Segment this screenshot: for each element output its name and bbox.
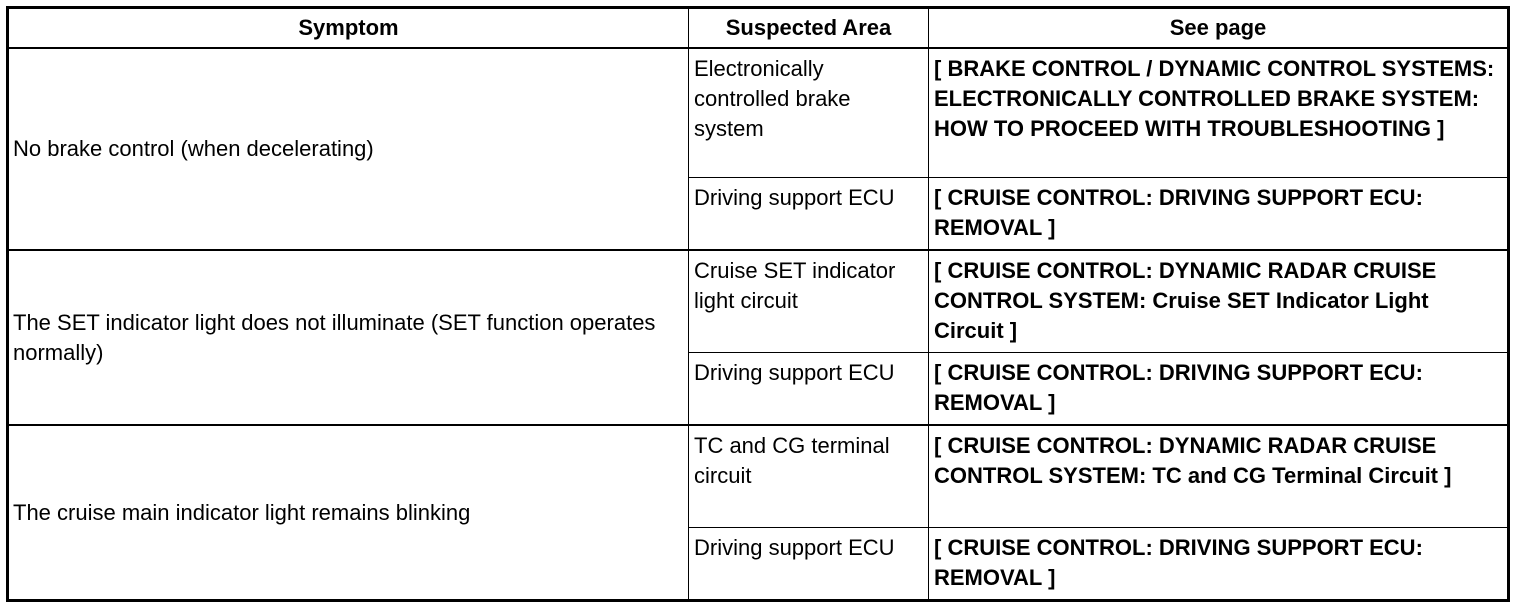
see-page-link[interactable]: [ CRUISE CONTROL: DRIVING SUPPORT ECU: REMOVAL ]	[929, 528, 1509, 601]
suspected-area-cell: Cruise SET indicator light circuit	[689, 250, 929, 353]
header-suspected-area: Suspected Area	[689, 8, 929, 49]
symptom-cell: The SET indicator light does not illuminate (SET function operates normally)	[8, 250, 689, 425]
suspected-area-cell: Driving support ECU	[689, 178, 929, 251]
see-page-link[interactable]: [ CRUISE CONTROL: DYNAMIC RADAR CRUISE CONTROL SYSTEM: TC and CG Terminal Circuit ]	[929, 425, 1509, 528]
suspected-area-cell: Electronically controlled brake system	[689, 48, 929, 178]
symptom-cell: The cruise main indicator light remains blinking	[8, 425, 689, 601]
troubleshooting-table	[6, 6, 1510, 602]
symptom-cell: No brake control (when decelerating)	[8, 48, 689, 250]
see-page-link[interactable]: [ CRUISE CONTROL: DYNAMIC RADAR CRUISE CONTROL SYSTEM: Cruise SET Indicator Light Circuit ]	[929, 250, 1509, 353]
table-row	[8, 425, 1509, 528]
table-row	[8, 250, 1509, 353]
header-row	[8, 8, 1509, 49]
suspected-area-cell: Driving support ECU	[689, 528, 929, 601]
suspected-area-cell: TC and CG terminal circuit	[689, 425, 929, 528]
see-page-link[interactable]: [ CRUISE CONTROL: DRIVING SUPPORT ECU: REMOVAL ]	[929, 353, 1509, 426]
suspected-area-cell: Driving support ECU	[689, 353, 929, 426]
table-row	[8, 48, 1509, 178]
see-page-link[interactable]: [ CRUISE CONTROL: DRIVING SUPPORT ECU: REMOVAL ]	[929, 178, 1509, 251]
header-symptom: Symptom	[8, 8, 689, 49]
header-see-page: See page	[929, 8, 1509, 49]
see-page-link[interactable]: [ BRAKE CONTROL / DYNAMIC CONTROL SYSTEMS: ELECTRONICALLY CONTROLLED BRAKE SYSTEM: HOW TO PROCEED WITH TROUBLESHOOTING ]	[929, 48, 1509, 178]
